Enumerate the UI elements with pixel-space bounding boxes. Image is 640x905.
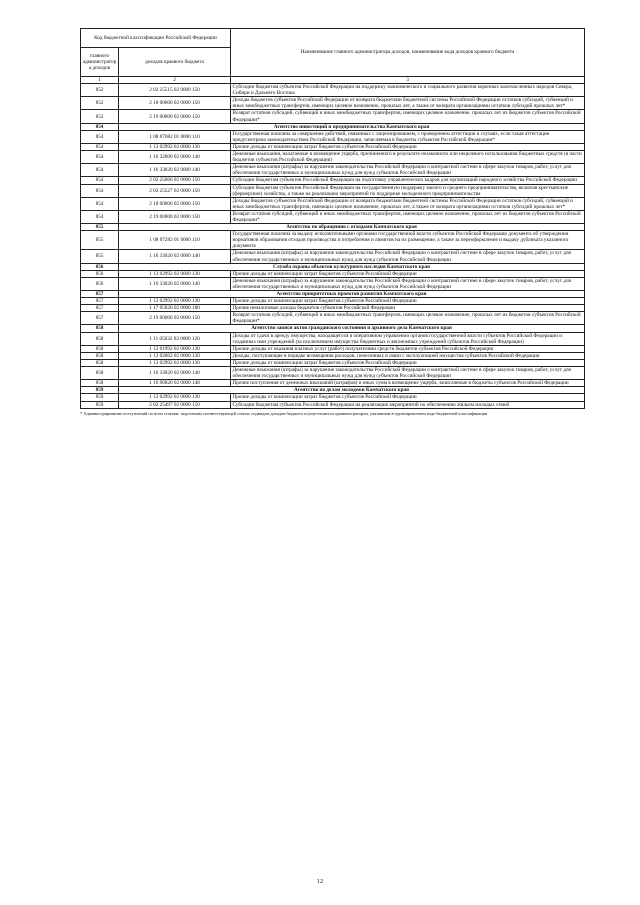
- table-row: [81, 367, 585, 380]
- agency-row: [81, 325, 585, 332]
- income-name: Возврат остатков субсидий, субвенций и иных межбюджетных трансфертов, имеющих целевое назначение, прошлых лет из бюджетов субъектов Российской Федерации*: [231, 312, 585, 325]
- income-name: Денежные взыскания (штрафы) за нарушение законодательства Российской Федерации о контрактной системе в сфере закупок товаров, работ, услуг для обеспечения государственных и муниципальных нужд для нужд субъектов Российской Федерации: [231, 367, 585, 380]
- income-code: 1 13 02992 02 0000 130: [119, 359, 231, 366]
- admin-code: 857: [81, 312, 119, 325]
- table-row: [81, 143, 585, 150]
- table-row: [81, 277, 585, 290]
- table-row: [81, 130, 585, 143]
- admin-code: 854: [81, 130, 119, 143]
- table-row: [81, 359, 585, 366]
- agency-row: [81, 263, 585, 270]
- revenue-table: [80, 28, 585, 409]
- income-code: 2 18 00000 02 0000 150: [119, 197, 231, 210]
- admin-code: 857: [81, 298, 119, 305]
- agency-row: [81, 387, 585, 394]
- table-row: [81, 177, 585, 184]
- admin-code: 854: [81, 164, 119, 177]
- agency-name: Агентство записи актов гражданского состояния и архивного дела Камчатского края: [119, 325, 585, 332]
- agency-name: Агентство по делам молодежи Камчатского края: [119, 387, 585, 394]
- income-name: Субсидии бюджетам субъектов Российской Федерации на поддержку экономического и социального развития коренных малочисленных народов Севера, Сибири и Дальнего Востока: [231, 84, 585, 97]
- column-number-row: [81, 77, 585, 84]
- table-row: [81, 184, 585, 197]
- table-row: [81, 332, 585, 345]
- agency-name: Агентство инвестиций и предпринимательства Камчатского края: [119, 123, 585, 130]
- income-code: 1 08 07282 01 0000 110: [119, 231, 231, 250]
- column-number: 3: [231, 77, 585, 84]
- income-name: Денежные взыскания (штрафы) за нарушение законодательства Российской Федерации о контрактной системе в сфере закупок товаров, работ, услуг для обеспечения государственных и муниципальных нужд для нужд субъектов Российской Федерации: [231, 277, 585, 290]
- admin-code: 858: [81, 367, 119, 380]
- table-body: [81, 84, 585, 409]
- admin-code: 854: [81, 151, 119, 164]
- table-row: [81, 97, 585, 110]
- income-code: 1 13 02992 02 0000 130: [119, 298, 231, 305]
- table-row: [81, 352, 585, 359]
- income-name: Прочие доходы от компенсации затрат бюджетов субъектов Российской Федерации: [231, 298, 585, 305]
- table-row: [81, 312, 585, 325]
- income-name: Субсидии бюджетам субъектов Российской Федерации на подготовку управленческих кадров для организаций народного хозяйства Российской Федерации: [231, 177, 585, 184]
- income-code: 1 08 07082 01 0000 110: [119, 130, 231, 143]
- admin-code: 858: [81, 352, 119, 359]
- table-row: [81, 151, 585, 164]
- table-row: [81, 305, 585, 312]
- income-code: 2 18 00000 02 0000 150: [119, 97, 231, 110]
- income-name: Доходы бюджетов субъектов Российской Федерации от возврата бюджетами бюджетной системы Российской Федерации остатков субсидий, субвенций и иных межбюджетных трансфертов, имеющих целевое назначение, прошлых лет, а также от возврата организациями остатков субсидий прошлых лет*: [231, 97, 585, 110]
- admin-code: 858: [81, 325, 119, 332]
- income-code: 1 16 90020 02 0000 140: [119, 380, 231, 387]
- page-number: 12: [316, 878, 324, 885]
- admin-code: 852: [81, 97, 119, 110]
- income-code: 1 16 33020 02 0000 140: [119, 250, 231, 263]
- income-name: Прочие доходы от компенсации затрат бюджетов субъектов Российской Федерации: [231, 270, 585, 277]
- income-code: 1 16 32000 02 0000 140: [119, 151, 231, 164]
- income-name: Прочие доходы от компенсации затрат бюджетов субъектов Российской Федерации: [231, 359, 585, 366]
- table-row: [81, 197, 585, 210]
- income-code: 1 13 01992 02 0000 130: [119, 345, 231, 352]
- income-code: 1 17 05020 02 0000 180: [119, 305, 231, 312]
- income-name: Доходы от сдачи в аренду имущества, находящегося в оперативном управлении органов государственной власти субъектов Российской Федерации и созданных ими учреждений (за исключением имущества бюджетных и автономных учреждений субъектов Российской Федерации): [231, 332, 585, 345]
- income-code: 2 02 25497 02 0000 150: [119, 401, 231, 408]
- admin-code: 857: [81, 291, 119, 298]
- income-column-header: доходов краевого бюджета: [119, 48, 231, 77]
- income-name: Денежные взыскания, налагаемые в возмещение ущерба, причиненного в результате незаконного или нецелевого использования бюджетных средств (в части бюджетов субъектов Российской Федерации): [231, 151, 585, 164]
- income-name: Государственная пошлина за совершение действий, связанных с лицензированием, с проведением аттестации в случаях, если такая аттестация предусмотрена законодательством Российской Федерации, зачисляемая в бюджеты субъектов Российской Федерации*: [231, 130, 585, 143]
- admin-code: 854: [81, 197, 119, 210]
- income-name: Субсидии бюджетам субъектов Российской Федерации на реализацию мероприятий по обеспечению жильем молодых семей: [231, 401, 585, 408]
- document-page: [80, 28, 584, 416]
- income-name: Прочие доходы от компенсации затрат бюджетов субъектов Российской Федерации: [231, 143, 585, 150]
- income-name: Возврат остатков субсидий, субвенций и иных межбюджетных трансфертов, имеющих целевое назначение, прошлых лет из бюджетов субъектов Российской Федерации*: [231, 110, 585, 123]
- admin-code: 854: [81, 123, 119, 130]
- income-name: Доходы, поступающие в порядке возмещения расходов, понесенных в связи с эксплуатацией имущества субъектов Российской Федерации: [231, 352, 585, 359]
- admin-code: 854: [81, 177, 119, 184]
- table-row: [81, 270, 585, 277]
- table-row: [81, 394, 585, 401]
- income-code: 1 16 33020 02 0000 140: [119, 164, 231, 177]
- admin-code: 854: [81, 210, 119, 223]
- income-code: 1 13 02062 02 0000 130: [119, 352, 231, 359]
- admin-code: 852: [81, 84, 119, 97]
- table-row: [81, 345, 585, 352]
- income-name: Государственная пошлина за выдачу исполнительными органами государственной власти субъектов Российской Федерации документа об утверждении нормативов образования отходов производства и потребления и лимитов на их размещение, а также за переоформление и выдачу дубликата указанного документа: [231, 231, 585, 250]
- agency-row: [81, 224, 585, 231]
- admin-code: 855: [81, 224, 119, 231]
- admin-column-header: главного администратора доходов: [81, 48, 119, 77]
- income-code: 1 13 02992 02 0000 130: [119, 394, 231, 401]
- income-code: 1 16 33020 02 0000 140: [119, 367, 231, 380]
- income-code: 2 19 00000 02 0000 150: [119, 110, 231, 123]
- income-name: Прочие доходы от компенсации затрат бюджетов субъектов Российской Федерации: [231, 394, 585, 401]
- admin-code: 856: [81, 277, 119, 290]
- table-row: [81, 231, 585, 250]
- admin-code: 857: [81, 305, 119, 312]
- footnote: * Администрирование поступлений по всем статьям, подстатьям соответствующей статьи, подвидам доходов бюджета осуществляется администратором, указанным в группировочном коде бюджетной классификации: [80, 410, 488, 416]
- table-row: [81, 164, 585, 177]
- agency-name: Агентство приоритетных проектов развития Камчатского края: [119, 291, 585, 298]
- income-name: Денежные взыскания (штрафы) за нарушение законодательства Российской Федерации о контрактной системе в сфере закупок товаров, работ, услуг для обеспечения государственных и муниципальных нужд для нужд субъектов Российской Федерации: [231, 250, 585, 263]
- income-code: 2 02 25527 02 0000 150: [119, 184, 231, 197]
- table-row: [81, 298, 585, 305]
- column-number: 1: [81, 77, 119, 84]
- admin-code: 854: [81, 184, 119, 197]
- income-code: 1 13 02992 02 0000 130: [119, 143, 231, 150]
- table-header-row: [81, 29, 585, 48]
- income-code: 1 11 05032 02 0000 120: [119, 332, 231, 345]
- code-group-header: Код бюджетной классификации Российской Федерации: [81, 29, 231, 48]
- admin-code: 855: [81, 250, 119, 263]
- income-code: 1 16 33020 02 0000 140: [119, 277, 231, 290]
- income-code: 2 02 25515 02 0000 150: [119, 84, 231, 97]
- income-name: Субсидии бюджетам субъектов Российской Федерации на государственную поддержку малого и среднего предпринимательства, включая крестьянские (фермерские) хозяйства, а также на реализацию мероприятий по поддержке молодежного предпринимательства: [231, 184, 585, 197]
- income-name: Возврат остатков субсидий, субвенций и иных межбюджетных трансфертов, имеющих целевое назначение, прошлых лет из бюджетов субъектов Российской Федерации*: [231, 210, 585, 223]
- admin-code: 856: [81, 263, 119, 270]
- admin-code: 858: [81, 359, 119, 366]
- agency-name: Агентство по обращению с отходами Камчатского края: [119, 224, 585, 231]
- agency-row: [81, 123, 585, 130]
- income-name: Прочие неналоговые доходы бюджетов субъектов Российской Федерации: [231, 305, 585, 312]
- name-column-header: Наименование главного администратора доходов, наименование кода доходов краевого бюджета: [231, 29, 585, 77]
- admin-code: 854: [81, 143, 119, 150]
- admin-code: 858: [81, 380, 119, 387]
- income-code: 1 13 02992 02 0000 130: [119, 270, 231, 277]
- income-name: Доходы бюджетов субъектов Российской Федерации от возврата бюджетами бюджетной системы Российской Федерации остатков субсидий, субвенций и иных межбюджетных трансфертов, имеющих целевое назначение, прошлых лет, а также от возврата организациями остатков субсидий прошлых лет*: [231, 197, 585, 210]
- income-name: Денежные взыскания (штрафы) за нарушение законодательства Российской Федерации о контрактной системе в сфере закупок товаров, работ, услуг для обеспечения государственных и муниципальных нужд для нужд субъектов Российской Федерации: [231, 164, 585, 177]
- income-code: 2 19 00000 02 0000 150: [119, 312, 231, 325]
- admin-code: 859: [81, 394, 119, 401]
- income-code: 2 19 00000 02 0000 150: [119, 210, 231, 223]
- admin-code: 859: [81, 401, 119, 408]
- table-row: [81, 210, 585, 223]
- table-row: [81, 110, 585, 123]
- admin-code: 852: [81, 110, 119, 123]
- agency-row: [81, 291, 585, 298]
- admin-code: 858: [81, 345, 119, 352]
- income-name: Прочие поступления от денежных взысканий (штрафов) и иных сумм в возмещение ущерба, зачисляемые в бюджеты субъектов Российской Федерации: [231, 380, 585, 387]
- agency-name: Служба охраны объектов культурного наследия Камчатского края: [119, 263, 585, 270]
- table-row: [81, 380, 585, 387]
- column-number: 2: [119, 77, 231, 84]
- table-row: [81, 401, 585, 408]
- table-row: [81, 84, 585, 97]
- income-name: Прочие доходы от оказания платных услуг (работ) получателями средств бюджетов субъектов Российской Федерации: [231, 345, 585, 352]
- admin-code: 856: [81, 270, 119, 277]
- admin-code: 858: [81, 332, 119, 345]
- admin-code: 859: [81, 387, 119, 394]
- income-code: 2 02 25066 02 0000 150: [119, 177, 231, 184]
- table-row: [81, 250, 585, 263]
- admin-code: 855: [81, 231, 119, 250]
